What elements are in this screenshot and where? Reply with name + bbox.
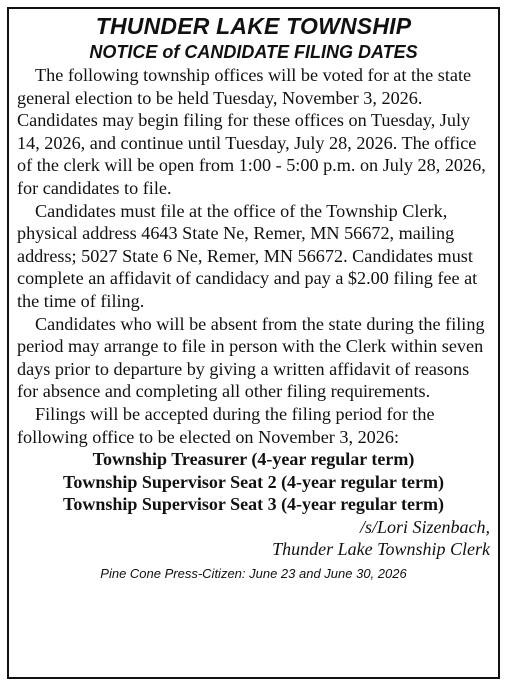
publication-line: Pine Cone Press-Citizen: June 23 and June 30, 2026	[100, 566, 407, 582]
paragraph-filing-location: Candidates must file at the office of the Township Clerk, physical address 4643 State Ne, Remer, MN 56672, mailing address; 5027 State 6 Ne, Remer, MN 56672. Candidates must complete an affidavit of candidacy and pay a $2.00 filing fee at the time of filing.	[17, 200, 478, 311]
paragraph-filings-accepted: Filings will be accepted during the filing period for the following office to be elected on November 3, 2026:	[17, 403, 435, 447]
office-supervisor-seat-2: Township Supervisor Seat 2 (4-year regular term)	[63, 471, 444, 492]
clerk-signature: /s/Lori Sizenbach,	[359, 516, 490, 537]
legal-notice	[7, 7, 500, 679]
office-supervisor-seat-3: Township Supervisor Seat 3 (4-year regular term)	[63, 494, 444, 515]
paragraph-absent-candidates: Candidates who will be absent from the state during the filing period may arrange to file in person with the Clerk within seven days prior to departure by giving a written affidavit of reasons for absence and completing all other filing requirements.	[17, 313, 485, 402]
paragraph-election-dates: The following township offices will be voted for at the state general election to be held Tuesday, November 3, 2026. Candidates may begin filing for these offices on Tuesday, July 14, 2026, and continue until Tuesday, July 28, 2026. The office of the clerk will be open from 1:00 - 5:00 p.m. on July 28, 2026, for candidates to file.	[17, 65, 486, 198]
office-township-treasurer: Township Treasurer (4-year regular term)	[92, 449, 415, 470]
notice-title: THUNDER LAKE TOWNSHIP	[95, 13, 412, 39]
notice-subtitle: NOTICE of CANDIDATE FILING DATES	[89, 42, 418, 62]
clerk-title: Thunder Lake Township Clerk	[272, 539, 490, 560]
